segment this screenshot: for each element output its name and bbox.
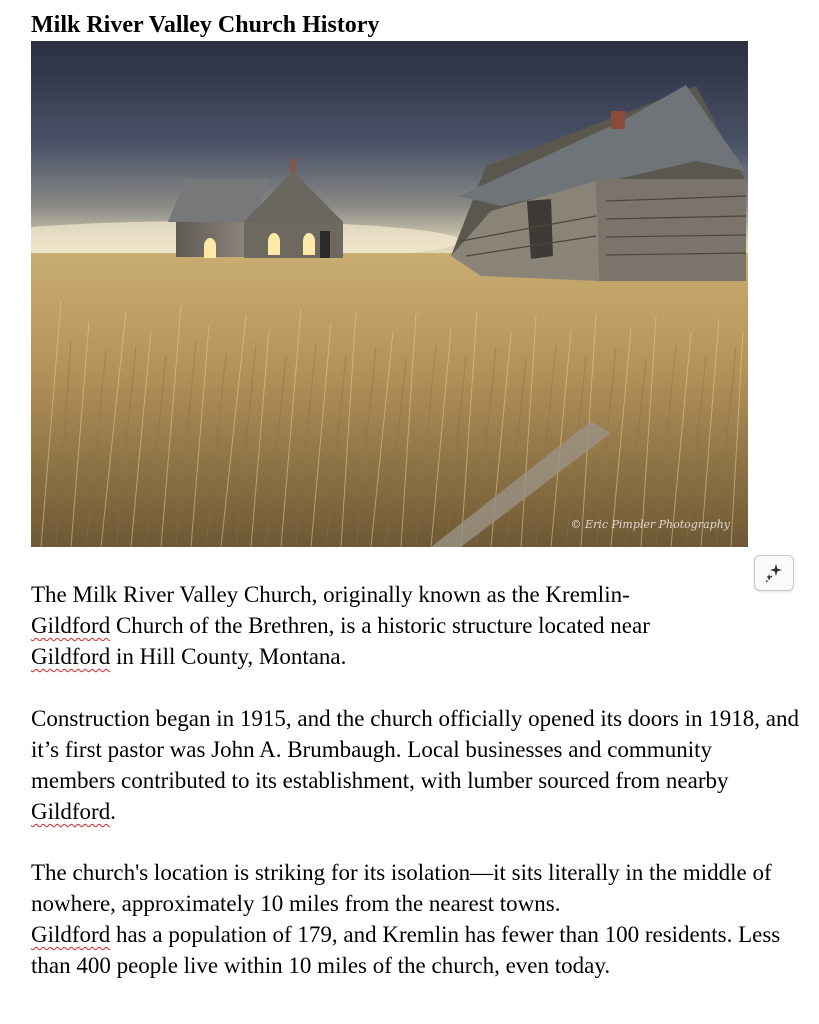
paragraph-construction: Construction began in 1915, and the church officially opened its doors in 1918, and it’s first pastor was John A. Brumbaugh. Local businesses and community members contributed to its establishment, with lumber sourced from nearby Gildford. [31,706,800,824]
misspelled-word[interactable]: Gildford [31,613,111,638]
document-title: Milk River Valley Church History [31,12,380,38]
misspelled-word[interactable]: Gildford [31,644,111,669]
paragraph-intro: The Milk River Valley Church, originally known as the Kremlin- Gildford Church of the Brethren, is a historic structure located near Gildford in Hill County, Montana. [31,582,650,669]
misspelled-word[interactable]: Gildford [31,799,111,824]
church-photo [31,41,748,547]
photo-watermark: © Eric Pimpler Photography [570,518,730,531]
paragraph-location: The church's location is striking for its isolation—it sits literally in the middle of nowhere, approximately 10 miles from the nearest towns. Gildford has a population of 179, and Kremlin has fewer than 100 residents. Less than 400 people live within 10 miles of the church, even today. [31,860,781,978]
misspelled-word[interactable]: Gildford [31,922,111,947]
